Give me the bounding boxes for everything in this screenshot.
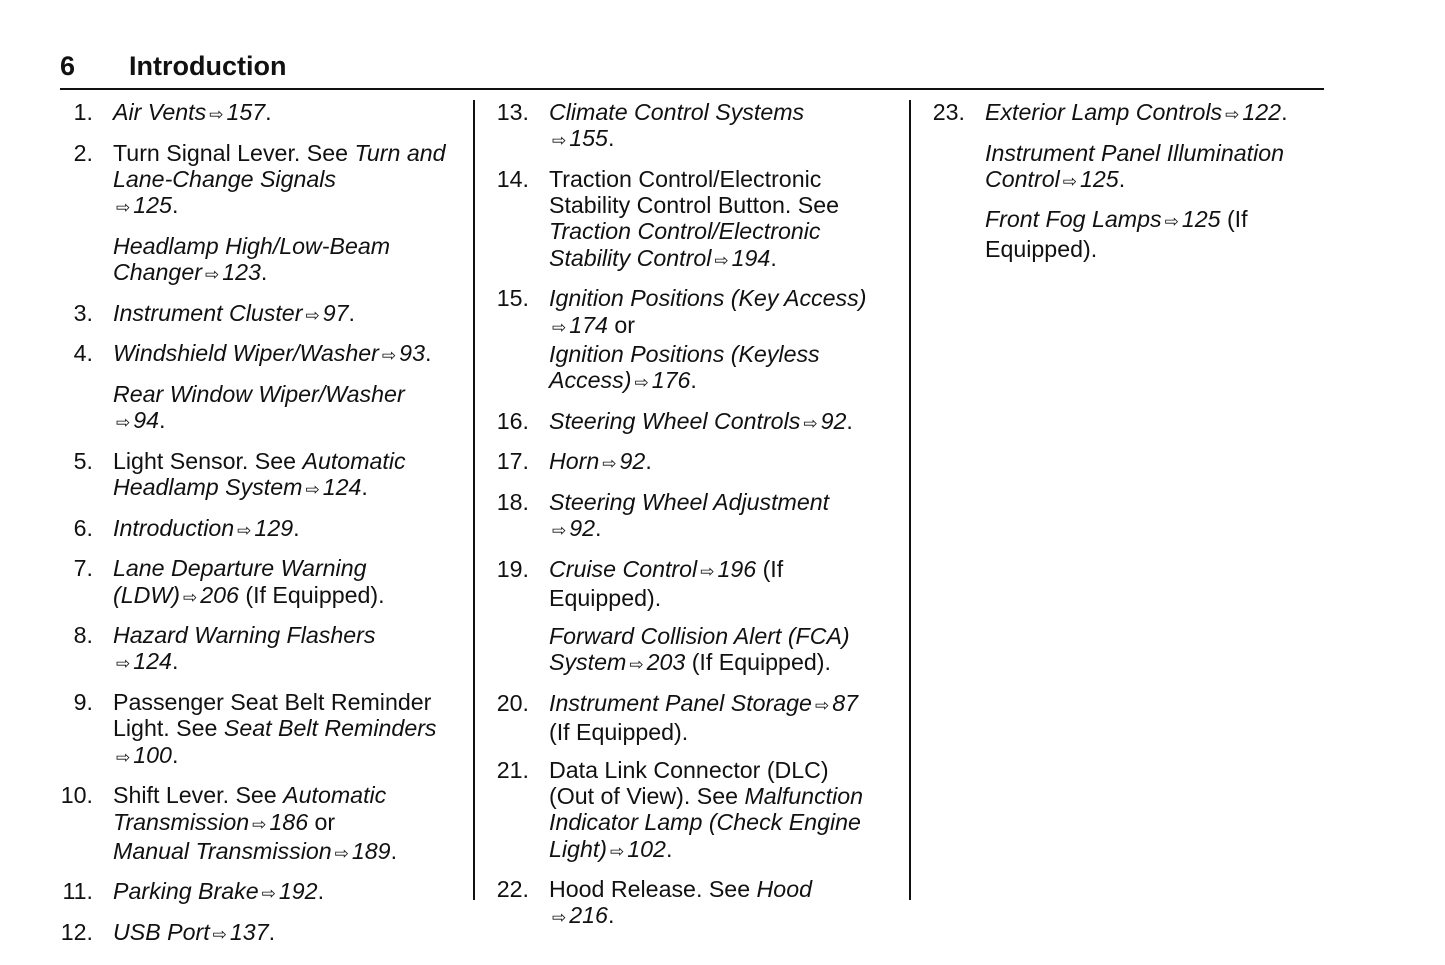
reference-text: 125 (1181, 206, 1221, 233)
legend-item (60, 689, 460, 771)
legend-item (60, 448, 460, 504)
legend-sub-item (932, 206, 1322, 262)
item-text: Stability Control Button. See (549, 192, 840, 219)
reference-text: 125 (133, 192, 172, 219)
legend-item (496, 285, 896, 396)
legend-item (496, 876, 896, 932)
legend-item (60, 515, 460, 544)
legend-item-number: 3. (73, 299, 93, 326)
item-text: Equipped). (985, 235, 1098, 262)
reference-text: 203 (646, 649, 686, 676)
page-ref-arrow-icon: ⇨ (602, 454, 617, 474)
reference-text: 189 (351, 837, 391, 864)
item-text: . (1281, 99, 1288, 125)
legend-item-number: 21. (496, 756, 529, 783)
page-ref-arrow-icon: ⇨ (629, 655, 644, 675)
item-text: or (308, 808, 336, 835)
item-text: . (770, 244, 777, 271)
item-text: (If Equipped). (238, 581, 385, 608)
item-text: . (1118, 165, 1126, 192)
reference-text: Lane Departure Warning (113, 555, 367, 582)
page-ref-arrow-icon: ⇨ (610, 841, 625, 861)
reference-text: 174 (569, 311, 608, 338)
section-title: Introduction (129, 51, 287, 81)
item-text: . (690, 367, 697, 394)
reference-text: Transmission (113, 808, 250, 835)
page-ref-arrow-icon: ⇨ (305, 305, 320, 325)
reference-text: 94 (133, 407, 160, 434)
legend-item-number: 8. (73, 622, 93, 649)
item-text: . (265, 99, 272, 125)
reference-text: Turn and Lane-Change Signals (113, 139, 446, 192)
item-text: . (268, 918, 276, 945)
item-text: Light Sensor. See (113, 447, 303, 474)
legend-item (60, 622, 460, 678)
legend-item-number: 20. (496, 689, 529, 716)
item-text: Data Link Connector (DLC) (549, 756, 829, 783)
page-ref-arrow-icon: ⇨ (1164, 212, 1179, 232)
reference-text: Cruise Control (549, 555, 698, 582)
legend-item (496, 489, 896, 545)
legend-item (496, 408, 896, 437)
legend-item-number: 12. (60, 918, 93, 945)
reference-text: Automatic (302, 447, 406, 474)
reference-text: 125 (1080, 165, 1119, 192)
item-text: . (607, 902, 615, 929)
reference-text: Instrument Panel Illumination (985, 139, 1285, 166)
reference-text: 92 (820, 407, 847, 434)
item-text: . (607, 125, 615, 152)
reference-text: Rear Window Wiper/Washer (113, 380, 405, 407)
reference-text: 137 (229, 918, 269, 945)
reference-text: Ignition Positions (Keyless (549, 340, 820, 367)
reference-text: Exterior Lamp Controls (985, 99, 1223, 125)
reference-text: Steering Wheel Adjustment (549, 489, 830, 516)
item-text: (If (1220, 206, 1248, 233)
legend-item (60, 99, 460, 128)
item-text: . (390, 837, 398, 864)
page-ref-arrow-icon: ⇨ (700, 561, 715, 581)
reference-text: 194 (731, 244, 771, 271)
item-text: . (846, 407, 853, 434)
item-text: (If Equipped). (549, 719, 689, 746)
column-2 (496, 99, 896, 943)
legend-item-number: 18. (496, 489, 529, 516)
reference-text: Stability Control (549, 244, 712, 271)
legend-item-number: 7. (73, 555, 93, 582)
item-text: . (171, 741, 179, 768)
page-number: 6 (60, 51, 76, 81)
reference-text: 102 (627, 835, 666, 862)
legend-item (496, 690, 896, 746)
reference-text: (LDW) (113, 581, 180, 608)
item-text: . (171, 192, 179, 219)
reference-text: System (549, 649, 627, 676)
reference-text: 196 (717, 555, 757, 582)
page-ref-arrow-icon: ⇨ (209, 105, 224, 124)
legend-item (496, 99, 896, 155)
reference-text: Hazard Warning Flashers (113, 622, 376, 649)
reference-text: 124 (322, 474, 362, 501)
item-text: (If (756, 555, 784, 582)
page-ref-arrow-icon: ⇨ (116, 198, 131, 218)
reference-text: Manual Transmission (113, 837, 332, 864)
item-text: Hood Release. See (549, 876, 757, 903)
page-ref-arrow-icon: ⇨ (182, 587, 198, 607)
reference-text: Windshield Wiper/Washer (113, 340, 379, 367)
legend-item-number: 13. (496, 99, 529, 125)
legend-item (496, 757, 896, 865)
reference-text: 92 (569, 515, 596, 542)
legend-item-number: 1. (73, 99, 93, 125)
legend-item-number: 19. (496, 555, 529, 582)
page-ref-arrow-icon: ⇨ (714, 250, 729, 270)
reference-text: Seat Belt Reminders (223, 715, 437, 742)
reference-text: Hood (756, 876, 812, 903)
legend-item-number: 2. (73, 139, 93, 166)
item-text: . (260, 259, 268, 286)
page-ref-arrow-icon: ⇨ (305, 480, 320, 500)
legend-sub-item (932, 140, 1322, 196)
reference-text: 100 (133, 741, 172, 768)
reference-text: Forward Collision Alert (FCA) (549, 622, 850, 649)
item-text: Shift Lever. See (113, 782, 284, 809)
legend-item-number: 16. (496, 407, 529, 434)
reference-text: 176 (651, 367, 691, 394)
legend-item-number: 22. (496, 876, 529, 903)
reference-text: 122 (1242, 99, 1282, 125)
reference-text: Instrument Panel Storage (549, 689, 812, 716)
legend-item (60, 782, 460, 867)
reference-text: 192 (278, 878, 318, 905)
legend-item-number: 10. (60, 782, 93, 809)
reference-text: Introduction (113, 514, 235, 541)
page-ref-arrow-icon: ⇨ (204, 265, 220, 285)
page-ref-arrow-icon: ⇨ (803, 413, 818, 433)
reference-text: Air Vents (113, 99, 207, 125)
legend-item (496, 556, 896, 612)
legend-sub-item (496, 623, 896, 679)
reference-text: 92 (619, 448, 646, 475)
legend-sub-item (60, 381, 460, 437)
legend-item (60, 340, 460, 369)
column-1 (60, 99, 460, 960)
item-text: . (424, 340, 432, 367)
reference-text: 216 (569, 902, 608, 929)
page-ref-arrow-icon: ⇨ (334, 843, 349, 863)
legend-item (60, 919, 460, 948)
reference-text: USB Port (113, 918, 210, 945)
page-ref-arrow-icon: ⇨ (814, 695, 830, 715)
legend-item-number: 6. (73, 514, 93, 541)
reference-text: Access) (549, 367, 632, 394)
legend-item (60, 878, 460, 907)
item-text: Light. See (113, 715, 224, 742)
legend-item-number: 4. (73, 340, 93, 367)
page-ref-arrow-icon: ⇨ (261, 884, 276, 904)
reference-text: 123 (222, 259, 261, 286)
item-text: . (159, 407, 166, 434)
column-divider (473, 100, 475, 900)
page-ref-arrow-icon: ⇨ (212, 924, 227, 944)
reference-text: Control (985, 165, 1060, 192)
legend-item (60, 140, 460, 222)
reference-text: Malfunction (744, 782, 864, 809)
item-text: Traction Control/Electronic (549, 165, 822, 192)
reference-text: Changer (113, 259, 202, 286)
item-text: . (645, 448, 652, 475)
reference-text: Climate Control Systems (549, 99, 805, 125)
item-text: . (171, 648, 179, 675)
page-ref-arrow-icon: ⇨ (1225, 105, 1240, 124)
item-text: Turn Signal Lever. See (113, 139, 355, 166)
item-text: . (348, 299, 355, 326)
reference-text: Indicator Lamp (Check Engine (549, 809, 861, 836)
legend-item (60, 300, 460, 329)
item-text: . (361, 474, 368, 501)
reference-text: Headlamp High/Low-Beam (113, 232, 391, 259)
page-ref-arrow-icon: ⇨ (552, 317, 567, 337)
legend-item (60, 555, 460, 611)
legend-item (496, 166, 896, 274)
reference-text: 155 (569, 125, 608, 152)
reference-text: 157 (226, 99, 266, 125)
reference-text: 206 (200, 581, 239, 608)
reference-text: 129 (254, 514, 294, 541)
reference-text: Traction Control/Electronic (549, 218, 821, 245)
reference-text: 93 (399, 340, 425, 367)
reference-text: 87 (832, 689, 858, 716)
reference-text: Front Fog Lamps (985, 206, 1162, 233)
page-ref-arrow-icon: ⇨ (116, 654, 131, 674)
page-ref-arrow-icon: ⇨ (252, 814, 267, 834)
legend-item (932, 99, 1322, 128)
page-ref-arrow-icon: ⇨ (1062, 171, 1077, 191)
reference-text: Steering Wheel Controls (549, 407, 801, 434)
legend-item-number: 14. (496, 165, 529, 192)
reference-text: Light) (549, 835, 608, 862)
column-divider (909, 100, 911, 900)
legend-item (496, 448, 896, 477)
reference-text: Instrument Cluster (113, 299, 303, 326)
reference-text: Parking Brake (113, 878, 259, 905)
legend-item-number: 9. (73, 689, 93, 716)
item-text: Equipped). (549, 585, 662, 612)
column-3 (932, 99, 1322, 273)
page-ref-arrow-icon: ⇨ (237, 520, 252, 540)
item-text: . (317, 878, 325, 905)
page-ref-arrow-icon: ⇨ (634, 373, 649, 393)
page-ref-arrow-icon: ⇨ (116, 747, 131, 767)
legend-sub-item (60, 233, 460, 289)
legend-item-number: 5. (73, 447, 93, 474)
page-ref-arrow-icon: ⇨ (552, 521, 567, 541)
reference-text: Horn (549, 448, 600, 475)
reference-text: Automatic (283, 782, 387, 809)
reference-text: Ignition Positions (Key Access) (549, 285, 867, 312)
legend-item-number: 15. (496, 285, 529, 312)
reference-text: Headlamp System (113, 474, 303, 501)
legend-item-number: 23. (932, 99, 965, 125)
legend-item-number: 17. (496, 448, 529, 475)
reference-text: 97 (322, 299, 349, 326)
item-text: (Out of View). See (549, 782, 745, 809)
item-text: (If Equipped). (685, 649, 831, 676)
page-ref-arrow-icon: ⇨ (381, 346, 397, 366)
page-ref-arrow-icon: ⇨ (116, 413, 131, 433)
legend-item-number: 11. (62, 878, 93, 905)
reference-text: 186 (269, 808, 309, 835)
page-header (60, 48, 1324, 90)
item-text: . (595, 515, 602, 542)
reference-text: 124 (133, 648, 172, 675)
page-ref-arrow-icon: ⇨ (552, 131, 567, 151)
item-text: or (607, 311, 635, 338)
item-text: . (665, 835, 673, 862)
item-text: . (293, 514, 300, 541)
item-text: Passenger Seat Belt Reminder (113, 689, 432, 716)
page-ref-arrow-icon: ⇨ (552, 908, 567, 928)
